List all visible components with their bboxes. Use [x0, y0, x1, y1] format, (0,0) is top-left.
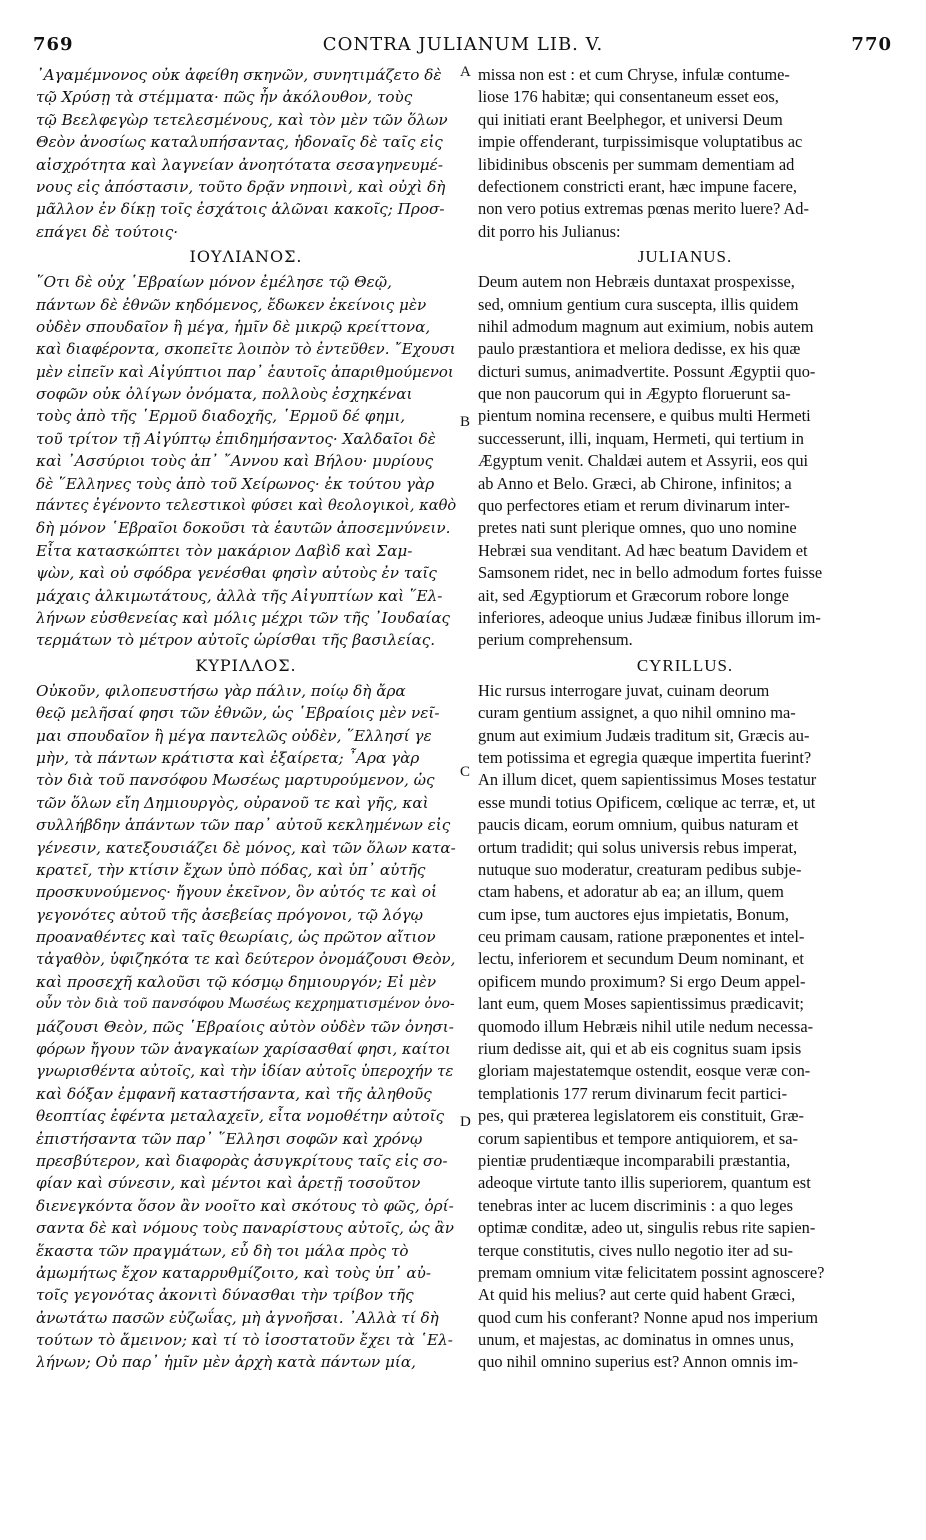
text-line: ᾿Αγαμέμνονος οὐκ ἀφείθη σκηνῶν, συνητιμάζετο δὲ	[36, 66, 442, 84]
greek-heading2: ΚΥΡΙΛΛΟΣ.	[195, 655, 297, 675]
text-line: θεῷ μελῆσαί φησι τῶν ἐθνῶν, ὡς ῾Εβραίοις μὲν νεῖ-	[36, 704, 440, 723]
text-line: πάντες ἐγένοντο τελεστικοὶ φύσει καὶ θεολογικοὶ, καθὸ	[36, 497, 456, 515]
text-line: Εἶτα κατασκώπτει τὸν μακάριον Δαβὶδ καὶ Σαμ-	[36, 541, 413, 560]
text-line: Hic rursus interrogare juvat, cuinam deorum	[478, 680, 770, 700]
page-number-left: 769	[33, 34, 74, 55]
text-line: successerunt, illi, inquam, Hermeti, qui tertium in	[478, 428, 804, 448]
text-line: tem potissima et egregia quæque impertita fuerint?	[478, 747, 812, 767]
text-line: πρεσβύτερον, καὶ διαφορὰς ἀσυγκρίτους ταῖς εἰς σο-	[36, 1151, 448, 1170]
text-line: nutuque suo moderatur, creaturam pedibus subje-	[478, 859, 802, 879]
text-line: ἀμωμήτως ἔχον καταρρυθμίζοιτο, καὶ τοὺς ὑπ᾿ αὐ-	[36, 1263, 431, 1282]
text-line: At quid his melius? aut certe quid habent Græci,	[478, 1285, 796, 1305]
text-line: nihil admodum magnum aut eximium, nobis autem	[478, 316, 814, 336]
page-number-right: 770	[851, 34, 892, 55]
margin-marker-c: C	[460, 764, 471, 780]
text-line: τοῖς γεγονότας ἀκονιτὶ δύνασθαι τὴν τρίβον τῆς	[36, 1286, 414, 1305]
text-line: quo perfectores etiam et rerum divinarum inter-	[478, 496, 790, 516]
text-line: μὴν, τὰ πάντων κράτιστα καὶ ἐξαίρετα; ῏Αρα γὰρ	[36, 748, 420, 767]
text-line: τῷ Χρύσῃ τὰ στέμματα· πῶς ἦν ἀκόλουθον, τοὺς	[36, 88, 413, 107]
text-line: quo nihil omnino superius est? Annon omnis im-	[478, 1352, 799, 1372]
text-line: Deum autem non Hebræis duntaxat prospexisse,	[478, 272, 795, 292]
text-line: opificem mundo proximum? Si ergo Deum appel-	[478, 971, 806, 991]
margin-marker-b: B	[460, 414, 471, 430]
text-line: τοῦ τρίτον τῇ Αἰγύπτῳ ἐπιδημήσαντος· Χαλδαῖοι δὲ	[36, 429, 436, 448]
text-line: curam gentium assignet, a quo nihil omnino ma-	[478, 703, 796, 723]
text-line: ἐπιστήσαντα τῶν παρ᾿ ῞Ελλησι σοφῶν καὶ χρόνῳ	[36, 1129, 423, 1148]
text-line: μαι σπουδαῖον ἢ μέγα παντελῶς οὐδὲν, ῞Ελλησί γε	[36, 726, 432, 745]
text-line: μάχαις ἀλκιμωτάτους, ἀλλὰ τῆς Αἰγυπτίων καὶ ῞Ελ-	[36, 586, 443, 605]
text-line: premam omnium vitæ felicitatem possint agnoscere?	[478, 1262, 825, 1282]
text-line: pretes nati sunt plerique omnes, quo uno nomine	[478, 518, 797, 538]
text-line: non vero potius extremas pœnas merito luere? Ad-	[478, 199, 809, 219]
latin-column	[478, 64, 892, 1374]
text-line: esse mundi totius Opificem, cœlique ac terræ, et, ut	[478, 792, 816, 812]
text-line: Οὐκοῦν, φιλοπευστήσω γὰρ πάλιν, ποίῳ δὴ ἄρα	[36, 681, 406, 700]
text-line: cum ipse, tum auctores ejus impietatis, Bonum,	[478, 904, 789, 924]
text-line: τἀγαθὸν, ὑφιζηκότα τε καὶ δεύτερον ὀνομάζουσι Θεὸν,	[36, 950, 456, 969]
text-line: καὶ προσεχῆ καλοῦσι τῷ κόσμῳ δημιουργόν; Εἰ μὲν	[36, 972, 437, 991]
text-line: lectu, inferiorem et secundum Deum nominant, et	[478, 949, 804, 969]
text-line: ab Anno et Belo. Græci, ab Chirone, infinitos; a	[478, 473, 792, 493]
text-line: pientum nomina recensere, e quibus multi Hermeti	[478, 406, 811, 426]
margin-marker-d: D	[460, 1114, 471, 1130]
text-line: An illum dicet, quem sapientissimus Moses testatur	[478, 770, 817, 790]
text-line: νους εἰς ἀπόστασιν, τοῦτο δρᾷν νηποινὶ, καὶ οὐχὶ δὴ	[36, 177, 446, 196]
text-line: φόρων ἤγουν τῶν ἀναγκαίων χαρίσασθαί φησι, καίτοι	[36, 1040, 451, 1059]
text-line: que non paucorum qui in Ægypto floruerunt sa-	[478, 384, 791, 404]
text-line: missa non est : et cum Chryse, infulæ contume-	[478, 65, 790, 84]
text-line: μάζουσι Θεὸν, πῶς ῾Εβραίοις αὐτὸν οὐδὲν τῶν ὀνησι-	[36, 1017, 454, 1036]
text-line: μὲν εἰπεῖν καὶ Αἰγύπτιοι παρ᾿ ἑαυτοῖς ἀπαριθμούμενοι	[36, 362, 454, 381]
text-line: ῞Οτι δὲ οὐχ ῾Εβραίων μόνον ἐμέλησε τῷ Θεῷ,	[36, 273, 392, 292]
text-line: qui initiati erant Beelphegor, et universi Deum	[478, 109, 783, 129]
text-line: τερμάτων τὸ μέτρον αὐτοῖς ὡρίσθαι τῆς βασιλείας.	[36, 631, 436, 650]
text-line: οὖν τὸν διὰ τοῦ πανσόφου Μωσέως κεχρηματισμένον ὀνο-	[36, 996, 455, 1013]
text-line: templationis 177 rerum divinarum fecit partici-	[478, 1083, 788, 1103]
text-line: επάγει δὲ τούτοις·	[36, 222, 179, 241]
text-line: ceu primam causam, ratione præponentes et intel-	[478, 927, 805, 947]
text-line: Ægyptum venit. Chaldæi autem et Assyrii, eos qui	[478, 451, 809, 471]
text-line: Hebræi sua venditant. Ad hæc beatum Davidem et	[478, 540, 808, 560]
text-line: σαντα δὲ καὶ νόμους τοὺς παναρίστους αὐτοῖς, ὡς ἂν	[36, 1219, 454, 1238]
text-line: dit porro his Julianus:	[478, 221, 621, 241]
text-line: λήνων εὐσθενείας καὶ μόλις μέχρι τῶν τῆς ᾿Ιουδαίας	[36, 608, 451, 627]
text-line: μᾶλλον ἐν δίκῃ τοῖς ἐσχάτοις ἁλῶναι κακοῖς; Προσ-	[36, 200, 445, 219]
text-line: γεγονότες αὐτοῦ τῆς ἀσεβείας πρόγονοι, τῷ λόγῳ	[36, 905, 423, 924]
text-line: impie offenderant, turpissimisque voluptatibus ac	[478, 132, 803, 152]
text-line: gloriam majestatemque ostendit, eosque veræ con-	[478, 1061, 811, 1081]
margin-marker-a: A	[460, 64, 471, 80]
text-line: ait, sed Ægyptiorum et Græcorum robore longe	[478, 585, 789, 605]
text-line: corum sapientibus et tempore antiquiorem, et sa-	[478, 1128, 798, 1148]
text-line: inferiores, adeoque unius Judææ finibus illorum im-	[478, 607, 821, 627]
text-line: ἀνωτάτω πασῶν εὐζωΐας, μὴ ἀγνοῆσαι. ᾿Αλλὰ τί δὴ	[36, 1308, 439, 1327]
text-line: lant eum, quem Moses sapientissimus prædicavit;	[478, 994, 804, 1014]
text-line: θεοπτίας ἐφέντα μεταλαχεῖν, εἶτα νομοθέτην αὐτοῖς	[36, 1107, 445, 1126]
text-line: defectionem constricti erant, hæc impune facere,	[478, 176, 798, 196]
text-line: πάντων δὲ ἐθνῶν κηδόμενος, ἔδωκεν ἐκείνοις μὲν	[36, 295, 427, 314]
text-line: libidinibus obscenis per summam dementiam ad	[478, 154, 795, 174]
text-line: ortum tradidit; qui solus universis rebus imperat,	[478, 837, 798, 857]
text-line: προαναθέντες καὶ ταῖς θεωρίαις, ὡς πρῶτον αἴτιον	[36, 928, 436, 947]
text-line: δὲ ῞Ελληνες τοὺς ἀπὸ τοῦ Χείρωνος· ἐκ τούτου γὰρ	[36, 474, 435, 493]
text-line: κρατεῖ, τὴν κτίσιν ἔχων ὑπὸ πόδας, καὶ ὑπ᾿ αὐτῆς	[36, 860, 426, 879]
greek-heading1: ΙΟΥΛΙΑΝΟΣ.	[189, 247, 303, 267]
text-line: ἕκαστα τῶν πραγμάτων, εὖ δὴ τοι μάλα πρὸς τὸ	[36, 1241, 409, 1260]
text-line: pientiæ prudentiæque incomparabili præstantia,	[478, 1150, 791, 1170]
text-line: τῶν ὅλων εἴη Δημιουργὸς, οὐρανοῦ τε καὶ γῆς, καὶ	[36, 793, 429, 812]
text-line: καὶ διαφέροντα, σκοπεῖτε λοιπὸν τὸ ἐντεῦθεν. ῎Εχουσι	[36, 340, 456, 359]
text-line: τούτων τὸ ἄμεινον; καὶ τί τὸ ἰσοστατοῦν ἔχει τὰ ῾Ελ-	[36, 1331, 453, 1350]
text-line: ctam habens, et adoratur ab ea; an illum, quem	[478, 882, 784, 902]
latin-heading2: CYRILLUS.	[636, 655, 734, 675]
text-line: quod cum his conferant? Nonne apud nos imperium	[478, 1307, 819, 1327]
text-line: tenebras inter ac lucem discriminis : a quo leges	[478, 1195, 793, 1215]
latin-block3	[478, 680, 892, 1374]
text-line: δὴ μόνον ῾Εβραῖοι δοκοῦσι τὰ ἑαυτῶν ἀποσεμνύνειν.	[36, 519, 451, 538]
text-line: gnum aut eximium Judæis traditum sit, Græcis au-	[478, 725, 810, 745]
latin-block2	[478, 271, 892, 652]
latin-heading1: JULIANUS.	[637, 247, 733, 267]
text-line: καὶ ᾿Ασσύριοι τοὺς ἀπ᾿ ῎Αννου καὶ Βήλου· μυρίους	[36, 452, 434, 471]
text-line: rium dedisse ait, qui et ab eis cognitus suam ipsis	[478, 1039, 802, 1059]
text-line: pes, qui præterea legislatorem eis constituit, Græ-	[478, 1106, 804, 1126]
text-line: τῷ Βεελφεγὼρ τετελεσμένους, καὶ τὸν μὲν τῶν ὅλων	[36, 110, 448, 129]
text-line: paucis dicam, eorum omnium, quibus naturam et	[478, 815, 799, 835]
greek-block3	[36, 680, 456, 1374]
text-line: τὸν διὰ τοῦ πανσόφου Μωσέως μαρτυρούμενον, ὡς	[36, 771, 435, 790]
page-header	[0, 34, 926, 58]
text-line: φίαν καὶ σύνεσιν, καὶ μέντοι καὶ ἀρετῇ τοσοῦτον	[36, 1174, 421, 1193]
text-line: dicturi sumus, animadvertite. Possunt Ægyptii quo-	[478, 361, 816, 381]
greek-block1	[36, 64, 456, 243]
running-title: CONTRA JULIANUM LIB. V.	[322, 34, 604, 55]
text-line: οὐδὲν σπουδαῖον ἢ μέγα, ἡμῖν δὲ μικρῷ κρείττονα,	[36, 317, 431, 336]
text-line: paulo præstantiora et meliora dedisse, ex his quæ	[478, 339, 801, 359]
text-line: διενεγκόντα ὅσον ἂν νοοῖτο καὶ σκότους τὸ φῶς, ὁρί-	[36, 1196, 454, 1215]
text-line: τοὺς ἀπὸ τῆς ῾Ερμοῦ διαδοχῆς, ῾Ερμοῦ δέ φημι,	[36, 407, 406, 426]
text-line: perium comprehensum.	[478, 630, 633, 650]
text-line: Samsonem ridet, nec in bello admodum fortes fuisse	[478, 563, 823, 583]
text-line: terque constitutis, cives nullo negotio iter ad su-	[478, 1240, 793, 1260]
text-line: γνωρισθέντα αὐτοῖς, καὶ τὴν ἰδίαν αὐτοῖς ὑπεροχήν τε	[36, 1062, 454, 1081]
greek-block2	[36, 271, 456, 652]
text-line: unum, et majestas, ac dominatus in omnes unus,	[478, 1330, 794, 1350]
text-line: συλλήβδην ἁπάντων τῶν παρ᾿ αὐτοῦ κεκλημένων εἰς	[36, 816, 451, 835]
text-line: γένεσιν, κατεξουσιάζει δὲ μόνος, καὶ τῶν ὅλων κατα-	[36, 838, 456, 857]
text-line: liose 176 habitæ; qui consentaneum esset eos,	[478, 87, 779, 107]
greek-column	[36, 64, 456, 1374]
text-line: προσκυνούμενος· ἤγουν ἐκεῖνον, ὃν αὐτός τε καὶ οἱ	[36, 883, 437, 902]
text-line: καὶ δόξαν ἐμφανῆ καταστήσαντα, καὶ τῆς ἀληθοῦς	[36, 1084, 432, 1103]
text-line: λήνων; Οὐ παρ᾿ ἡμῖν μὲν ἀρχὴ κατὰ πάντων μία,	[36, 1353, 416, 1372]
text-line: σοφῶν οὐκ ὀλίγων ὀνόματα, πολλοὺς ἐσχηκέναι	[36, 385, 413, 404]
latin-block1	[478, 64, 892, 243]
text-line: quomodo illum Hebræis nihil utile nedum necessa-	[478, 1016, 814, 1036]
text-line: adeoque virtute tanto illis superiorem, quantum est	[478, 1173, 811, 1193]
text-line: ψὼν, καὶ οὐ σφόδρα γενέσθαι φησὶν αὐτοὺς ἐν ταῖς	[36, 564, 437, 583]
text-line: optimæ conditæ, adeo ut, singulis rebus rite sapien-	[478, 1218, 816, 1238]
text-line: αἰσχρότητα καὶ λαγνείαν ἀνοητότατα σεσαγηνευμέ-	[36, 155, 443, 174]
text-line: Θεὸν ἀνοσίως καταλυπήσαντας, ἡδοναῖς δὲ ταῖς εἰς	[36, 133, 443, 152]
text-line: sed, omnium gentium cura suscepta, illis quidem	[478, 294, 799, 314]
